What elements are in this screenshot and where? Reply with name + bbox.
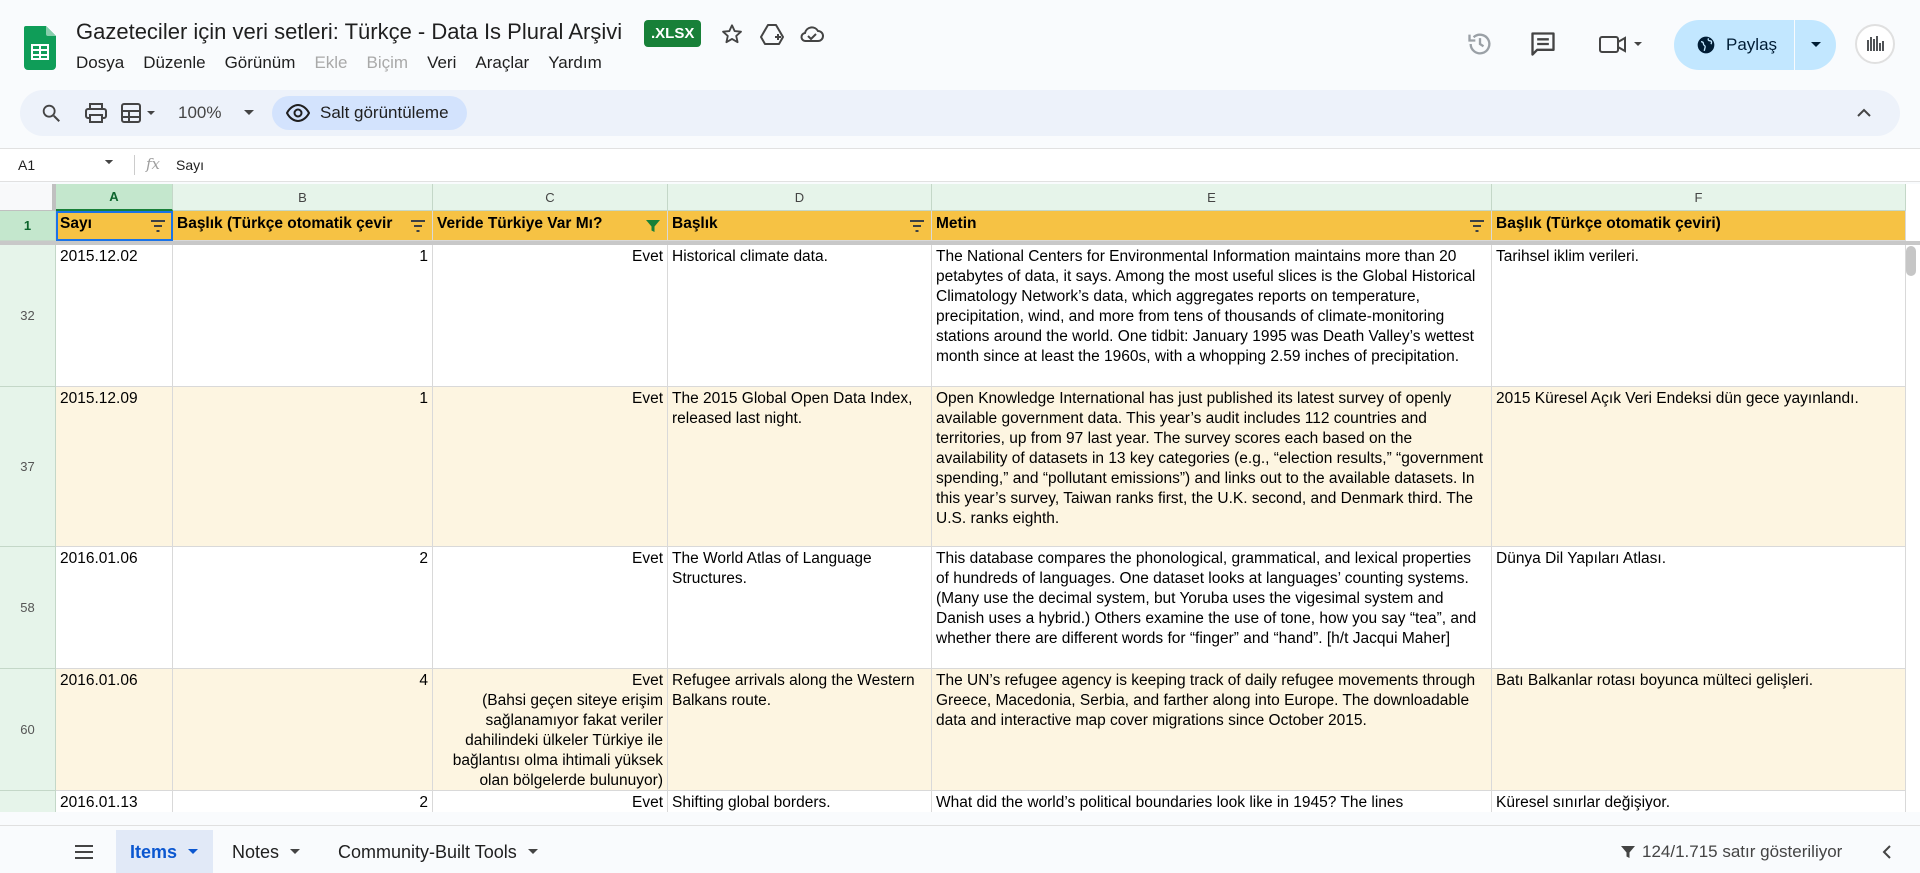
menu-bar (76, 53, 621, 73)
cell-d[interactable]: Historical climate data. (668, 245, 932, 387)
tab-label: Notes (232, 841, 280, 862)
cell-e[interactable]: Open Knowledge International has just published its latest survey of openly available government data. This year’s audit includes 112 countries and territories, up from 97 last year. The survey scores each based on the availability of datasets in 13 key categories (e.g., “election results,” “government spending,” and “pollutant emissions”) and links out to the available datasets. In this year’s survey, Taiwan ranks first, the U.K. second, and Denmark third. The U.S. ranks eighth. (932, 387, 1492, 547)
cell-b[interactable]: 1 (173, 387, 433, 547)
all-sheets-menu-icon[interactable] (60, 830, 108, 873)
zoom-value: 100% (178, 103, 222, 122)
caret-down-icon (1810, 41, 1822, 49)
cell-d[interactable]: Shifting global borders. (668, 791, 932, 812)
header-label: Başlık (Türkçe otomatik çeviri) (1496, 215, 1721, 232)
menu-duzenle[interactable]: Düzenle (143, 53, 206, 72)
document-title[interactable]: Gazeteciler için veri setleri: Türkçe - Data Is Plural Arşivi (76, 19, 623, 44)
cell-e[interactable]: What did the world’s political boundaries look like in 1945? The lines (932, 791, 1492, 812)
row-header[interactable]: 1 (0, 211, 56, 241)
fx-icon: fx (146, 155, 161, 173)
cell-c[interactable]: Evet (433, 791, 668, 812)
zoom-select[interactable] (178, 90, 255, 136)
app-header (0, 0, 1920, 86)
caret-down-icon[interactable] (104, 159, 114, 166)
spreadsheet-grid (0, 184, 1920, 812)
header-label: Başlık (Türkçe otomatik çevir (177, 215, 393, 232)
header-cell-e[interactable] (932, 211, 1492, 241)
sheets-logo-icon[interactable] (24, 26, 56, 70)
share-label: Paylaş (1726, 35, 1778, 54)
menu-veri[interactable]: Veri (427, 53, 457, 72)
tab-community-built-tools[interactable] (324, 830, 553, 873)
filter-icon[interactable] (150, 219, 166, 233)
meet-icon[interactable] (1596, 30, 1646, 58)
row-header[interactable] (0, 791, 56, 812)
caret-down-icon (289, 848, 301, 856)
toolbar (20, 90, 1900, 136)
cell-f[interactable]: 2015 Küresel Açık Veri Endeksi dün gece yayınlandı. (1492, 387, 1906, 547)
column-header-d[interactable]: D (668, 184, 932, 211)
sheet-tab-bar (0, 825, 1920, 873)
view-only-chip[interactable] (272, 96, 467, 130)
cell-d[interactable]: The 2015 Global Open Data Index, released last night. (668, 387, 932, 547)
filter-status (1620, 842, 1842, 862)
cell-b[interactable]: 1 (173, 245, 433, 387)
vertical-scrollbar[interactable] (1906, 246, 1916, 276)
side-panel-toggle-icon[interactable] (1868, 830, 1906, 873)
cloud-status-icon[interactable] (798, 20, 826, 48)
cell-a[interactable]: 2016.01.06 (56, 547, 173, 669)
cell-a[interactable]: 2015.12.09 (56, 387, 173, 547)
tab-notes[interactable] (218, 830, 315, 873)
rows-shown-text: 124/1.715 satır gösteriliyor (1642, 842, 1843, 861)
print-icon[interactable] (84, 90, 108, 136)
filter-active-icon[interactable] (645, 219, 661, 233)
search-icon[interactable] (40, 90, 62, 136)
account-avatar-icon[interactable] (1855, 24, 1895, 64)
header-cell-d[interactable] (668, 211, 932, 241)
cell-c[interactable]: Evet (Bahsi geçen siteye erişim sağlanamıyor fakat veriler dahilindeki ülkeler Türkiye ile bağlantısı olma ihtimali yüksek olan bölgelerde bulunuyor) (433, 669, 668, 791)
file-type-badge: .XLSX (644, 20, 701, 47)
collapse-icon[interactable] (1856, 90, 1872, 136)
formula-divider (134, 155, 135, 175)
header-label: Metin (936, 215, 977, 232)
header-label: Sayı (60, 215, 92, 232)
column-header-a[interactable]: A (56, 184, 173, 211)
globe-icon (1696, 35, 1716, 55)
filter-icon (1620, 845, 1636, 859)
row-header[interactable]: 37 (0, 387, 56, 547)
formula-bar (0, 148, 1920, 182)
cell-a[interactable]: 2015.12.02 (56, 245, 173, 387)
tab-items[interactable] (116, 830, 213, 873)
filter-icon[interactable] (1469, 219, 1485, 233)
star-icon[interactable] (718, 20, 746, 48)
row-header[interactable]: 60 (0, 669, 56, 791)
filter-icon[interactable] (909, 219, 925, 233)
cell-e[interactable]: The National Centers for Environmental Information maintains more than 20 petabytes of data, it says. Among the most useful slices is the Global Historical Climatology Network’s data, which aggregates reports on temperature, precipitation, wind, and more from tens of thousands of climate-monitoring stations around the world. One tidbit: January 1995 was Death Valley’s wettest month since at least the 1960s, with a whopping 2.59 inches of precipitation. (932, 245, 1492, 387)
cell-b[interactable]: 2 (173, 791, 433, 812)
header-label: Veride Türkiye Var Mı? (437, 215, 603, 232)
caret-down-icon (187, 848, 199, 856)
view-only-label: Salt görüntüleme (320, 103, 449, 122)
share-button[interactable] (1674, 20, 1836, 70)
cell-d[interactable]: Refugee arrivals along the Western Balkans route. (668, 669, 932, 791)
menu-yardim[interactable]: Yardım (548, 53, 602, 72)
caret-down-icon (527, 848, 539, 856)
cell-d[interactable]: The World Atlas of Language Structures. (668, 547, 932, 669)
column-header-b[interactable]: B (173, 184, 433, 211)
move-to-drive-icon[interactable] (758, 20, 786, 48)
filter-icon[interactable] (410, 219, 426, 233)
menu-gorunum[interactable]: Görünüm (224, 53, 296, 72)
menu-ekle: Ekle (314, 53, 348, 72)
cell-b[interactable]: 4 (173, 669, 433, 791)
cell-e[interactable]: This database compares the phonological, grammatical, and lexical properties of hundreds of languages. One dataset looks at languages’ counting systems. (Many use the decimal system, but Yoruba uses the vigesimal system and Danish uses a hybrid.) Others examine the use of tone, how you say “tea”, and whether there are different words for “finger” and “hand”. [h/t Jacqui Maher] (932, 547, 1492, 669)
comments-icon[interactable] (1529, 30, 1557, 58)
share-dropdown-button[interactable] (1795, 41, 1836, 49)
cell-f[interactable]: Küresel sınırlar değişiyor. (1492, 791, 1906, 812)
column-header-f[interactable]: F (1492, 184, 1906, 211)
eye-icon (286, 104, 310, 122)
header-cell-b[interactable] (173, 211, 433, 241)
history-icon[interactable] (1466, 30, 1494, 58)
column-header-e[interactable]: E (932, 184, 1492, 211)
cell-c[interactable]: Evet (433, 387, 668, 547)
column-header-c[interactable]: C (433, 184, 668, 211)
cell-a[interactable]: 2016.01.13 (56, 791, 173, 812)
cell-e[interactable]: The UN’s refugee agency is keeping track of daily refugee movements through Greece, Macedonia, Serbia, and farther along into Europe. The downloadable data and interactive map cover migrations since October 2015. (932, 669, 1492, 791)
cell-f[interactable]: Batı Balkanlar rotası boyunca mülteci gelişleri. (1492, 669, 1906, 791)
cell-c[interactable]: Evet (433, 245, 668, 387)
cell-a[interactable]: 2016.01.06 (56, 669, 173, 791)
header-cell-c[interactable] (433, 211, 668, 241)
row-header[interactable]: 32 (0, 245, 56, 387)
cell-f[interactable]: Dünya Dil Yapıları Atlası. (1492, 547, 1906, 669)
menu-araclar[interactable]: Araçlar (475, 53, 530, 72)
cell-c[interactable]: Evet (433, 547, 668, 669)
tab-label: Items (130, 841, 178, 862)
format-icon[interactable] (120, 90, 162, 136)
name-box[interactable]: A1 (18, 157, 36, 173)
menu-dosya[interactable]: Dosya (76, 53, 125, 72)
cell-f[interactable]: Tarihsel iklim verileri. (1492, 245, 1906, 387)
row-header[interactable]: 58 (0, 547, 56, 669)
formula-input[interactable]: Sayı (176, 157, 205, 173)
header-label: Başlık (672, 215, 718, 232)
menu-bicim: Biçim (366, 53, 409, 72)
header-cell-f[interactable] (1492, 211, 1906, 241)
select-all-corner[interactable] (0, 184, 56, 211)
cell-b[interactable]: 2 (173, 547, 433, 669)
share-main-button[interactable] (1674, 20, 1794, 70)
tab-label: Community-Built Tools (338, 841, 517, 862)
caret-down-icon (243, 109, 255, 117)
